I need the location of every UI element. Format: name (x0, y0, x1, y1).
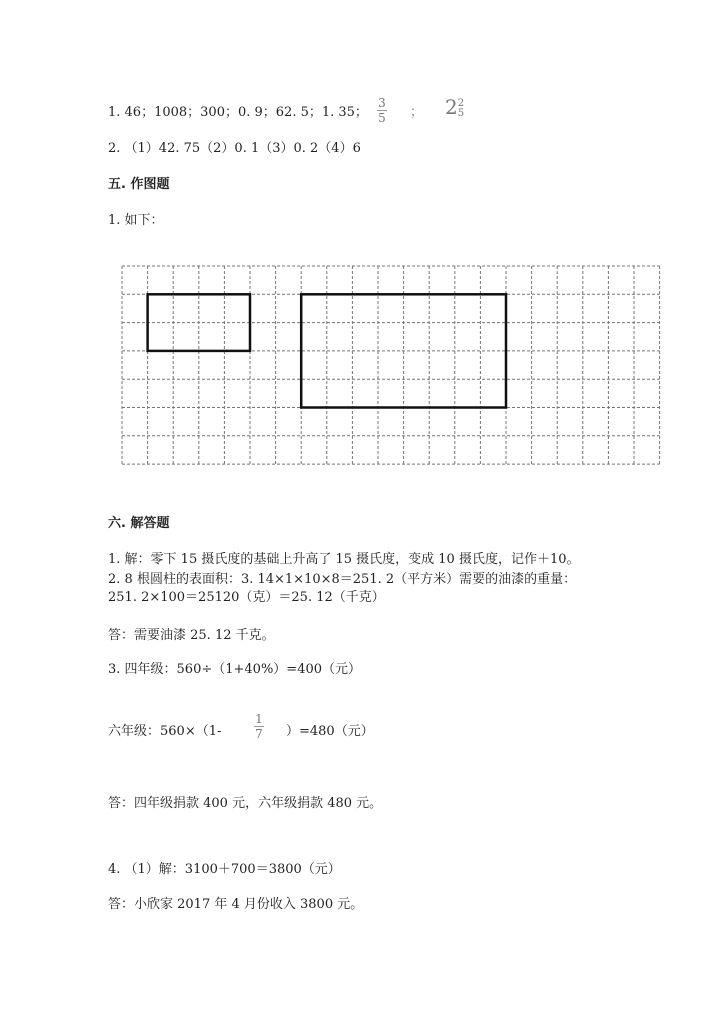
whole: 2 (445, 95, 458, 119)
numerator: 3 (378, 96, 386, 110)
answer-4-2: 2. （1）42. 75（2）0. 1（3）0. 2（4）6 (108, 141, 361, 156)
answer-6-3-part2a: 六年级：560×（1- (108, 724, 222, 739)
denominator: 5 (378, 111, 386, 125)
answer-6-1: 1. 解：零下 15 摄氏度的基础上升高了 15 摄氏度，变成 10 摄氏度，记作＋10。 (108, 552, 580, 567)
section-6-title: 六. 解答题 (108, 516, 170, 531)
answer-6-2: 2. 8 根圆柱的表面积：3. 14×1×10×8＝251. 2（平方米）需要的油漆的重量： (108, 572, 577, 587)
answer-6-2-conclusion: 答：需要油漆 25. 12 千克。 (108, 628, 275, 643)
answer-4-1: 1. 46；1008；300；0. 9；62. 5；1. 35； (108, 105, 368, 120)
numerator: 1 (255, 712, 263, 726)
answer-6-3: 3. 四年级：560÷（1+40%）=400（元） (108, 662, 362, 677)
section-5-title: 五. 作图题 (108, 177, 170, 192)
answer-5-1: 1. 如下： (108, 213, 164, 228)
answer-6-4-conclusion: 答：小欣家 2017 年 4 月份收入 3800 元。 (108, 897, 364, 912)
answer-6-3-conclusion: 答：四年级捐款 400 元，六年级捐款 480 元。 (108, 796, 383, 811)
numerator: 2 (457, 97, 465, 109)
answer-6-4: 4. （1）解：3100＋700＝3800（元） (108, 862, 341, 877)
answer-6-3-part2b: ）=480（元） (286, 724, 374, 739)
separator: ； (410, 105, 424, 120)
fraction (254, 712, 264, 741)
answer-6-2-cont: 251. 2×100＝25120（克）＝25. 12（千克） (108, 590, 385, 605)
denominator: 7 (255, 727, 263, 741)
denominator: 5 (457, 107, 465, 119)
